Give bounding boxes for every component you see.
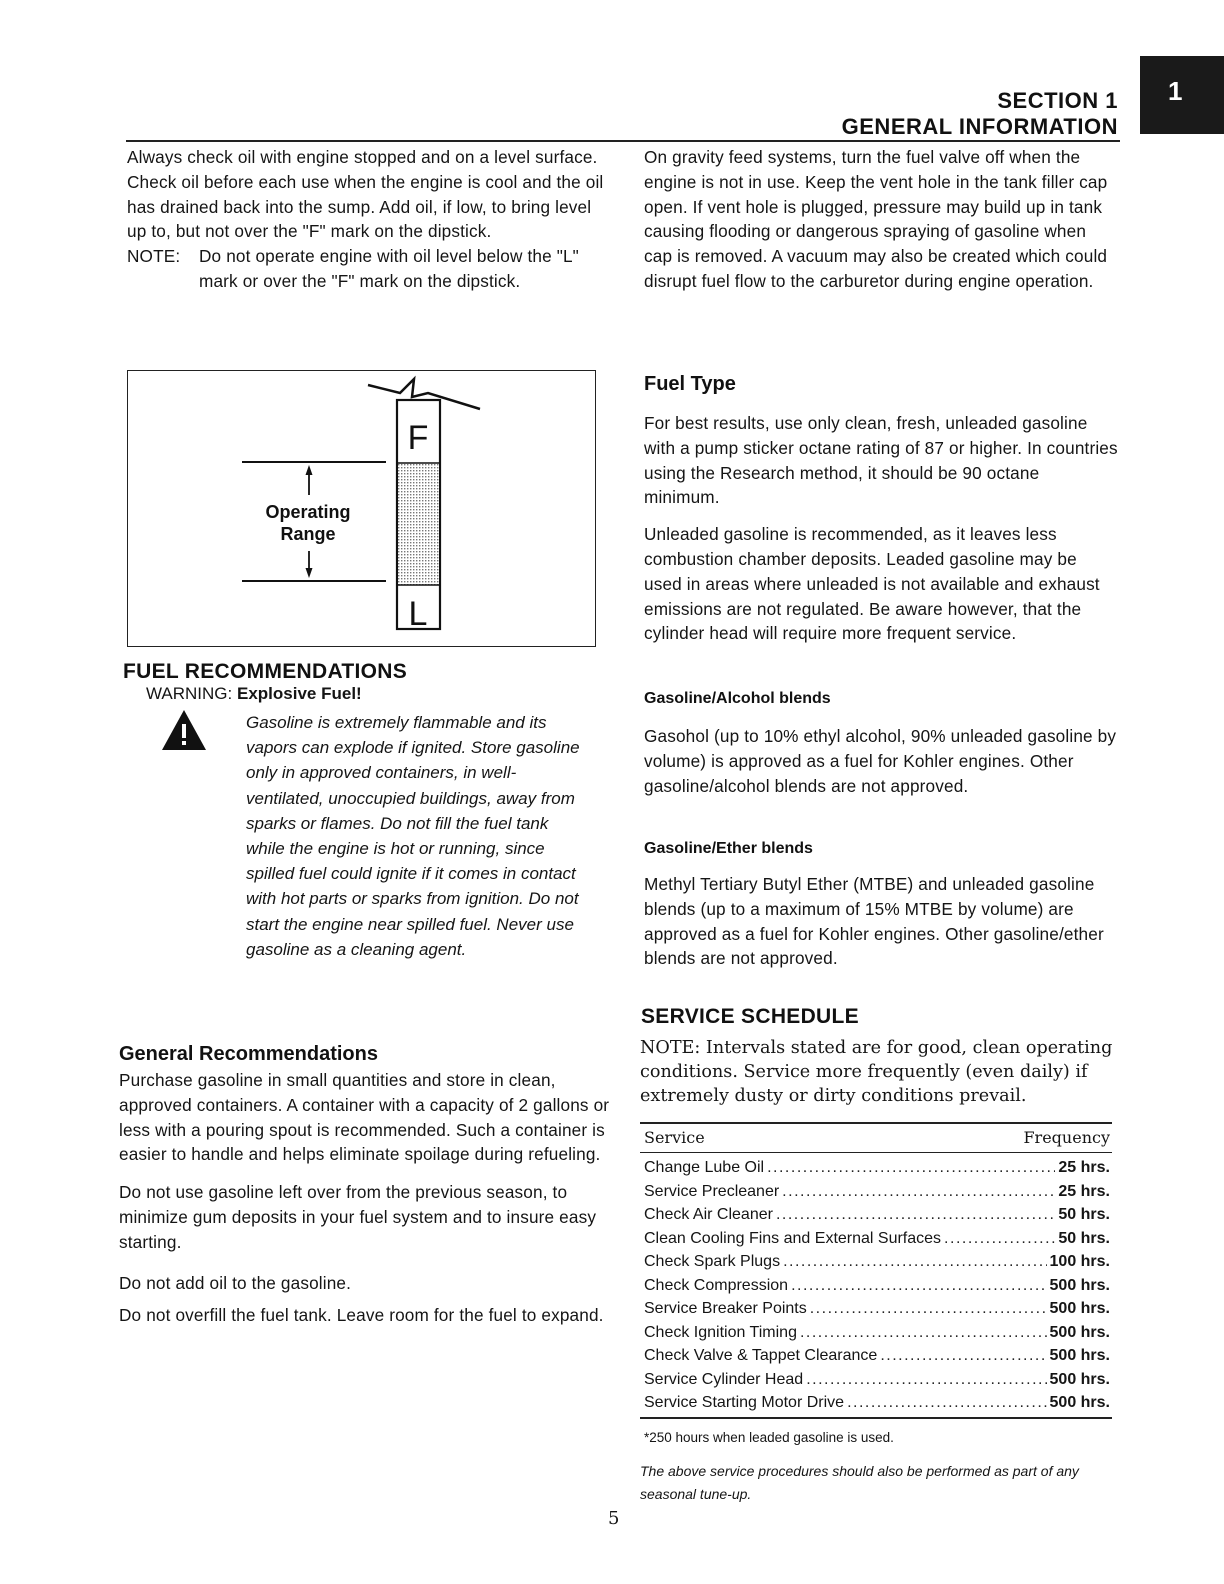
- warning-title: Explosive Fuel!: [237, 684, 362, 703]
- oil-check-paragraph-1: Always check oil with engine stopped and on a level surface.: [127, 147, 598, 167]
- warning-text: Gasoline is extremely flammable and its vapors can explode if ignited. Store gasoline only in approved containers, in well-ventilated, unoccupied buildings, away from sparks or flames. Do not fill the fuel tank while the engine is hot or running, since spilled fuel could ignite if it comes in contact with hot parts or sparks from ignition. Do not start the engine near spilled fuel. Never use gasoline as a cleaning agent.: [246, 713, 580, 959]
- dipstick-figure: [127, 370, 596, 647]
- service-cell: Service Cylinder Head: [644, 1370, 804, 1388]
- service-cell: Service Precleaner: [644, 1182, 780, 1200]
- oil-check-paragraph-2: Check oil before each use when the engine is cool and the oil has drained back into the sump. Add oil, if low, to bring level up to, but not over the "F" mark on the dipstick.: [127, 171, 604, 242]
- service-cell: Check Air Cleaner: [644, 1206, 773, 1223]
- warning-triangle-icon: [160, 708, 208, 757]
- oil-check-text: [127, 145, 607, 294]
- page-number: 5: [608, 1508, 620, 1529]
- service-cell: Service Breaker Points: [644, 1300, 807, 1317]
- service-schedule-heading: SERVICE SCHEDULE: [641, 1005, 859, 1028]
- service-cell: Change Lube Oil: [644, 1159, 765, 1176]
- oil-note-text: Do not operate engine with oil level below the "L" mark or over the "F" mark on the dipstick.: [199, 246, 579, 291]
- section-tab: [1140, 56, 1224, 134]
- table-row: [644, 1206, 1110, 1230]
- general-recommendations-heading: General Recommendations: [119, 1043, 378, 1065]
- service-cell: Check Compression: [644, 1276, 789, 1294]
- dipstick-oil-band: [398, 463, 439, 585]
- alcohol-blends-text: [644, 724, 1126, 798]
- gravity-feed-paragraph: On gravity feed systems, turn the fuel valve off when the engine is not in use. Keep the vent hole in the tank filler cap open. If vent hole is plugged, pressure may build up in tank causing flooding or dangerous spraying of gasoline when cap is removed. A vacuum may also be created which could disrupt fuel flow to the carburetor during engine operation.: [644, 147, 1108, 291]
- table-row: [644, 1183, 1110, 1207]
- alcohol-blends-heading: Gasoline/Alcohol blends: [644, 690, 831, 707]
- service-schedule-note: NOTE: Intervals stated are for good, clean operating conditions. Service more frequently (even daily) if extremely dusty or dirty conditions prevail.: [640, 1038, 1113, 1106]
- seasonal-tuneup-note: The above service procedures should also be performed as part of any seasonal tune-up.: [640, 1463, 1079, 1502]
- frequency-cell: 50 hrs.: [1058, 1229, 1110, 1247]
- table-header-rule: [640, 1152, 1112, 1153]
- service-cell: Service Starting Motor Drive: [644, 1394, 845, 1411]
- table-bottom-rule: [640, 1417, 1112, 1419]
- frequency-cell: 500 hrs.: [1049, 1300, 1110, 1317]
- section-title: GENERAL INFORMATION: [841, 114, 1118, 139]
- general-paragraph-1: Purchase gasoline in small quantities and store in clean, approved containers. A container with a capacity of 2 gallons or less with a pouring spout is recommended. Such a container is easier to handle and helps eliminate spoilage during refueling.: [119, 1070, 610, 1165]
- fuel-type-text: [644, 411, 1118, 646]
- section-tab-number: 1: [1168, 76, 1183, 106]
- table-row: [644, 1253, 1110, 1277]
- fuel-recommendations-heading: FUEL RECOMMENDATIONS: [123, 660, 408, 683]
- general-paragraph-2: Do not use gasoline left over from the previous season, to minimize gum deposits in your fuel system and to insure easy starting.: [119, 1182, 597, 1252]
- ether-blends-heading: Gasoline/Ether blends: [644, 840, 813, 857]
- dipstick-break-mark: [368, 379, 480, 409]
- frequency-cell: 25 hrs.: [1058, 1159, 1110, 1176]
- ether-blends-paragraph: Methyl Tertiary Butyl Ether (MTBE) and unleaded gasoline blends (up to a maximum of 15% MTBE by volume) are approved as a fuel for Kohler engines. Other gasoline/ether blends are not approved.: [644, 874, 1104, 969]
- frequency-cell: 100 hrs.: [1049, 1253, 1110, 1270]
- alcohol-blends-paragraph: Gasohol (up to 10% ethyl alcohol, 90% unleaded gasoline by volume) is approved as a fuel for Kohler engines. Other gasoline/alcohol blends are not approved.: [644, 726, 1117, 796]
- ether-blends-text: [644, 872, 1126, 971]
- frequency-cell: 50 hrs.: [1058, 1206, 1110, 1223]
- table-row: [644, 1277, 1110, 1301]
- dipstick-l-label: L: [408, 595, 428, 633]
- table-row: [644, 1300, 1110, 1324]
- frequency-cell: 500 hrs.: [1049, 1370, 1110, 1388]
- table-header-frequency: Frequency: [1023, 1128, 1110, 1147]
- table-row: [644, 1159, 1110, 1183]
- service-cell: Check Spark Plugs: [644, 1253, 781, 1270]
- table-row: [644, 1371, 1110, 1395]
- frequency-cell: 500 hrs.: [1049, 1394, 1110, 1411]
- oil-note: [127, 244, 607, 294]
- table-header-service: Service: [644, 1128, 705, 1147]
- frequency-cell: 25 hrs.: [1058, 1182, 1110, 1200]
- table-row: [644, 1347, 1110, 1371]
- operating-range-label-2: Range: [280, 524, 336, 544]
- frequency-cell: 500 hrs.: [1049, 1347, 1110, 1364]
- table-row: [644, 1394, 1110, 1418]
- service-cell: Clean Cooling Fins and External Surfaces: [644, 1229, 942, 1247]
- fuel-type-heading: Fuel Type: [644, 373, 736, 395]
- header-rule: [126, 140, 1120, 142]
- general-paragraph-3: Do not add oil to the gasoline.: [119, 1272, 352, 1293]
- frequency-cell: 500 hrs.: [1049, 1276, 1110, 1294]
- warning-line: [146, 684, 362, 704]
- warning-label: WARNING:: [146, 684, 233, 703]
- table-row: [644, 1230, 1110, 1254]
- table-footnote: *250 hours when leaded gasoline is used.: [644, 1430, 894, 1445]
- gravity-feed-text: [644, 145, 1118, 294]
- service-cell: Check Valve & Tappet Clearance: [644, 1347, 878, 1364]
- dipstick-f-label: F: [407, 419, 429, 457]
- oil-note-label: NOTE:: [127, 246, 181, 267]
- dipstick-diagram: [128, 371, 594, 645]
- service-table: [644, 1159, 1110, 1418]
- table-top-rule: [640, 1122, 1112, 1124]
- general-recommendations-text: [119, 1068, 611, 1328]
- fuel-type-paragraph-1: For best results, use only clean, fresh, unleaded gasoline with a pump sticker octane rating of 87 or higher. In countries using the Research method, it should be 90 octane minimum.: [644, 413, 1118, 508]
- fuel-type-paragraph-2: Unleaded gasoline is recommended, as it leaves less combustion chamber deposits. Leaded gasoline may be used in areas where unleaded is not available and exhaust emissions are not regulated. Be aware however, that the cylinder head will require more frequent service.: [644, 524, 1100, 644]
- operating-range-label-1: Operating: [265, 502, 351, 522]
- general-paragraph-4: Do not overfill the fuel tank. Leave room for the fuel to expand.: [119, 1305, 604, 1326]
- frequency-cell: 500 hrs.: [1049, 1323, 1110, 1341]
- service-cell: Check Ignition Timing: [644, 1323, 797, 1341]
- table-row: [644, 1324, 1110, 1348]
- section-label: SECTION 1: [997, 88, 1118, 113]
